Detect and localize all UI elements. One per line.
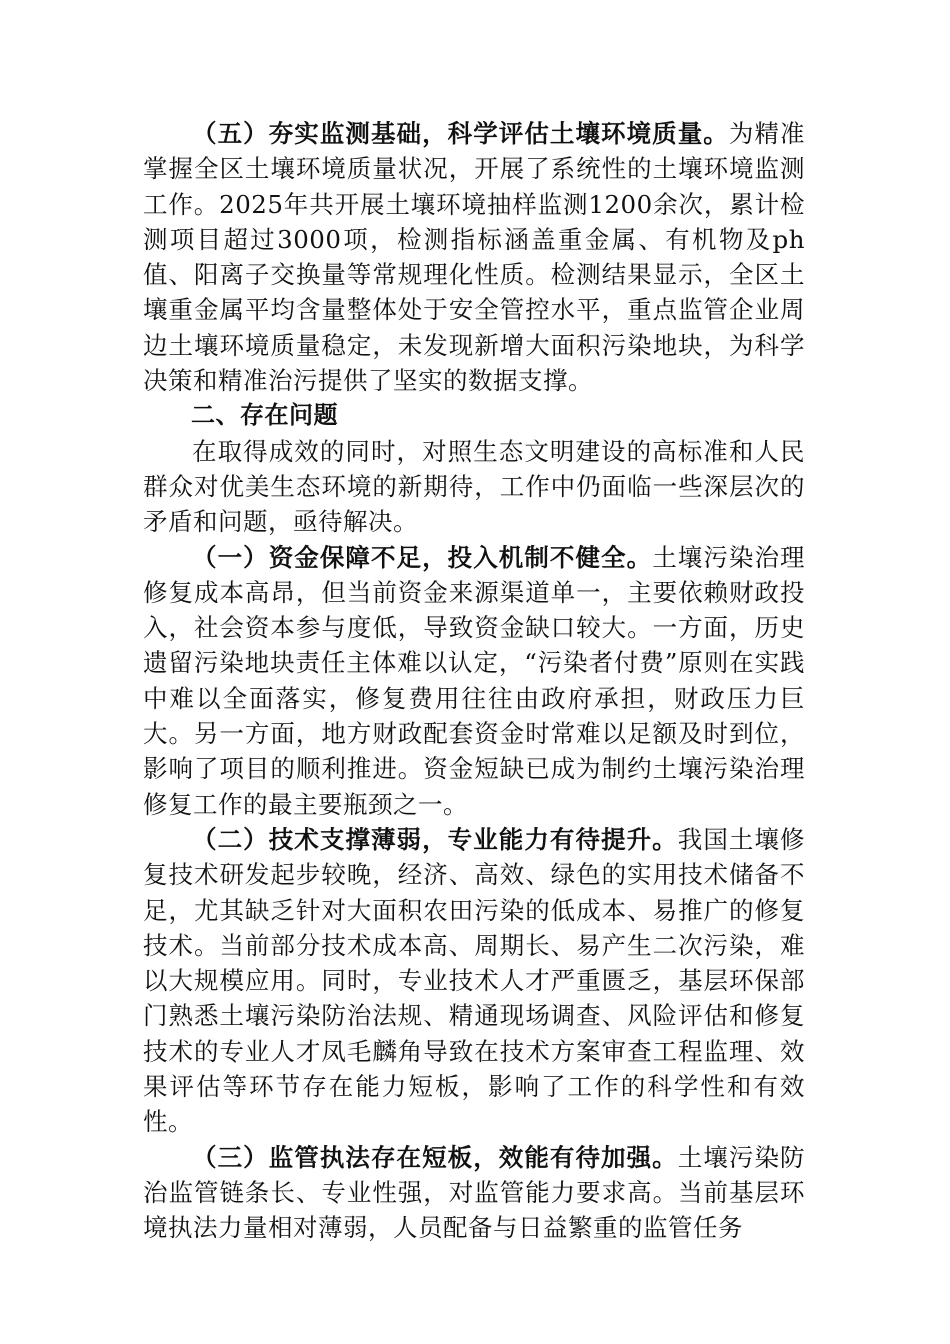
section-heading: 二、存在问题 — [191, 401, 338, 430]
paragraph-body: 我国土壤修复技术研发起步较晚，经济、高效、绿色的实用技术储备不足，尤其缺乏针对大面积农田污染的低成本、易推广的修复技术。当前部分技术成本高、周期长、易产生二次污染，难以大规模应用。同时，专业技术人才严重匮乏，基层环保部门熟悉土壤污染防治法规、精通现场调查、风险评估和修复技术的专业人才凤毛麟角导致在技术方案审查工程监理、效果评估等环节存在能力短板，影响了工作的科学性和有效性。 — [143, 824, 806, 1137]
paragraph-body: 为精准掌握全区土壤环境质量状况，开展了系统性的土壤环境监测工作。2025年共开展土壤环境抽样监测1200余次，累计检测项目超过3000项，检测指标涵盖重金属、有机物及ph值、阳离子交换量等常规理化性质。检测结果显示，全区土壤重金属平均含量整体处于安全管控水平，重点监管企业周边土壤环境质量稳定，未发现新增大面积污染地块，为科学决策和精准治污提供了坚实的数据支撑。 — [143, 119, 806, 396]
paragraph-funding — [143, 540, 805, 822]
paragraph-lead: （三）监管执法存在短板，效能有待加强。 — [192, 1142, 678, 1172]
paragraph-intro: 在取得成效的同时，对照生态文明建设的高标准和人民群众对优美生态环境的新期待，工作中仍面临一些深层次的矛盾和问题，亟待解决。 — [143, 436, 805, 537]
paragraph-lead: （五）夯实监测基础，科学评估土壤环境质量。 — [192, 119, 729, 148]
paragraph-lead: （二）技术支撑薄弱，专业能力有待提升。 — [192, 824, 678, 854]
paragraph-body: 土壤污染治理修复成本高昂，但当前资金来源渠道单一，主要依赖财政投入，社会资本参与度低，导致资金缺口较大。一方面，历史遗留污染地块责任主体难以认定，“污染者付费”原则在实践中难以全面落实，修复费用往往由政府承担，财政压力巨大。另一方面，地方财政配套资金时常难以足额及时到位，影响了项目的顺利推进。资金短缺已成为制约土壤污染治理修复工作的最主要瓶颈之一。 — [143, 542, 806, 819]
document-page — [143, 116, 805, 1246]
paragraph-lead: （一）资金保障不足，投入机制不健全。 — [192, 542, 653, 572]
paragraph-monitoring — [143, 116, 805, 398]
paragraph-body: 土壤污染防治监管链条长、专业性强，对监管能力要求高。当前基层环境执法力量相对薄弱，人员配备与日益繁重的监管任务 — [143, 1142, 806, 1243]
paragraph-technology — [143, 822, 805, 1140]
paragraph-supervision — [143, 1140, 805, 1246]
